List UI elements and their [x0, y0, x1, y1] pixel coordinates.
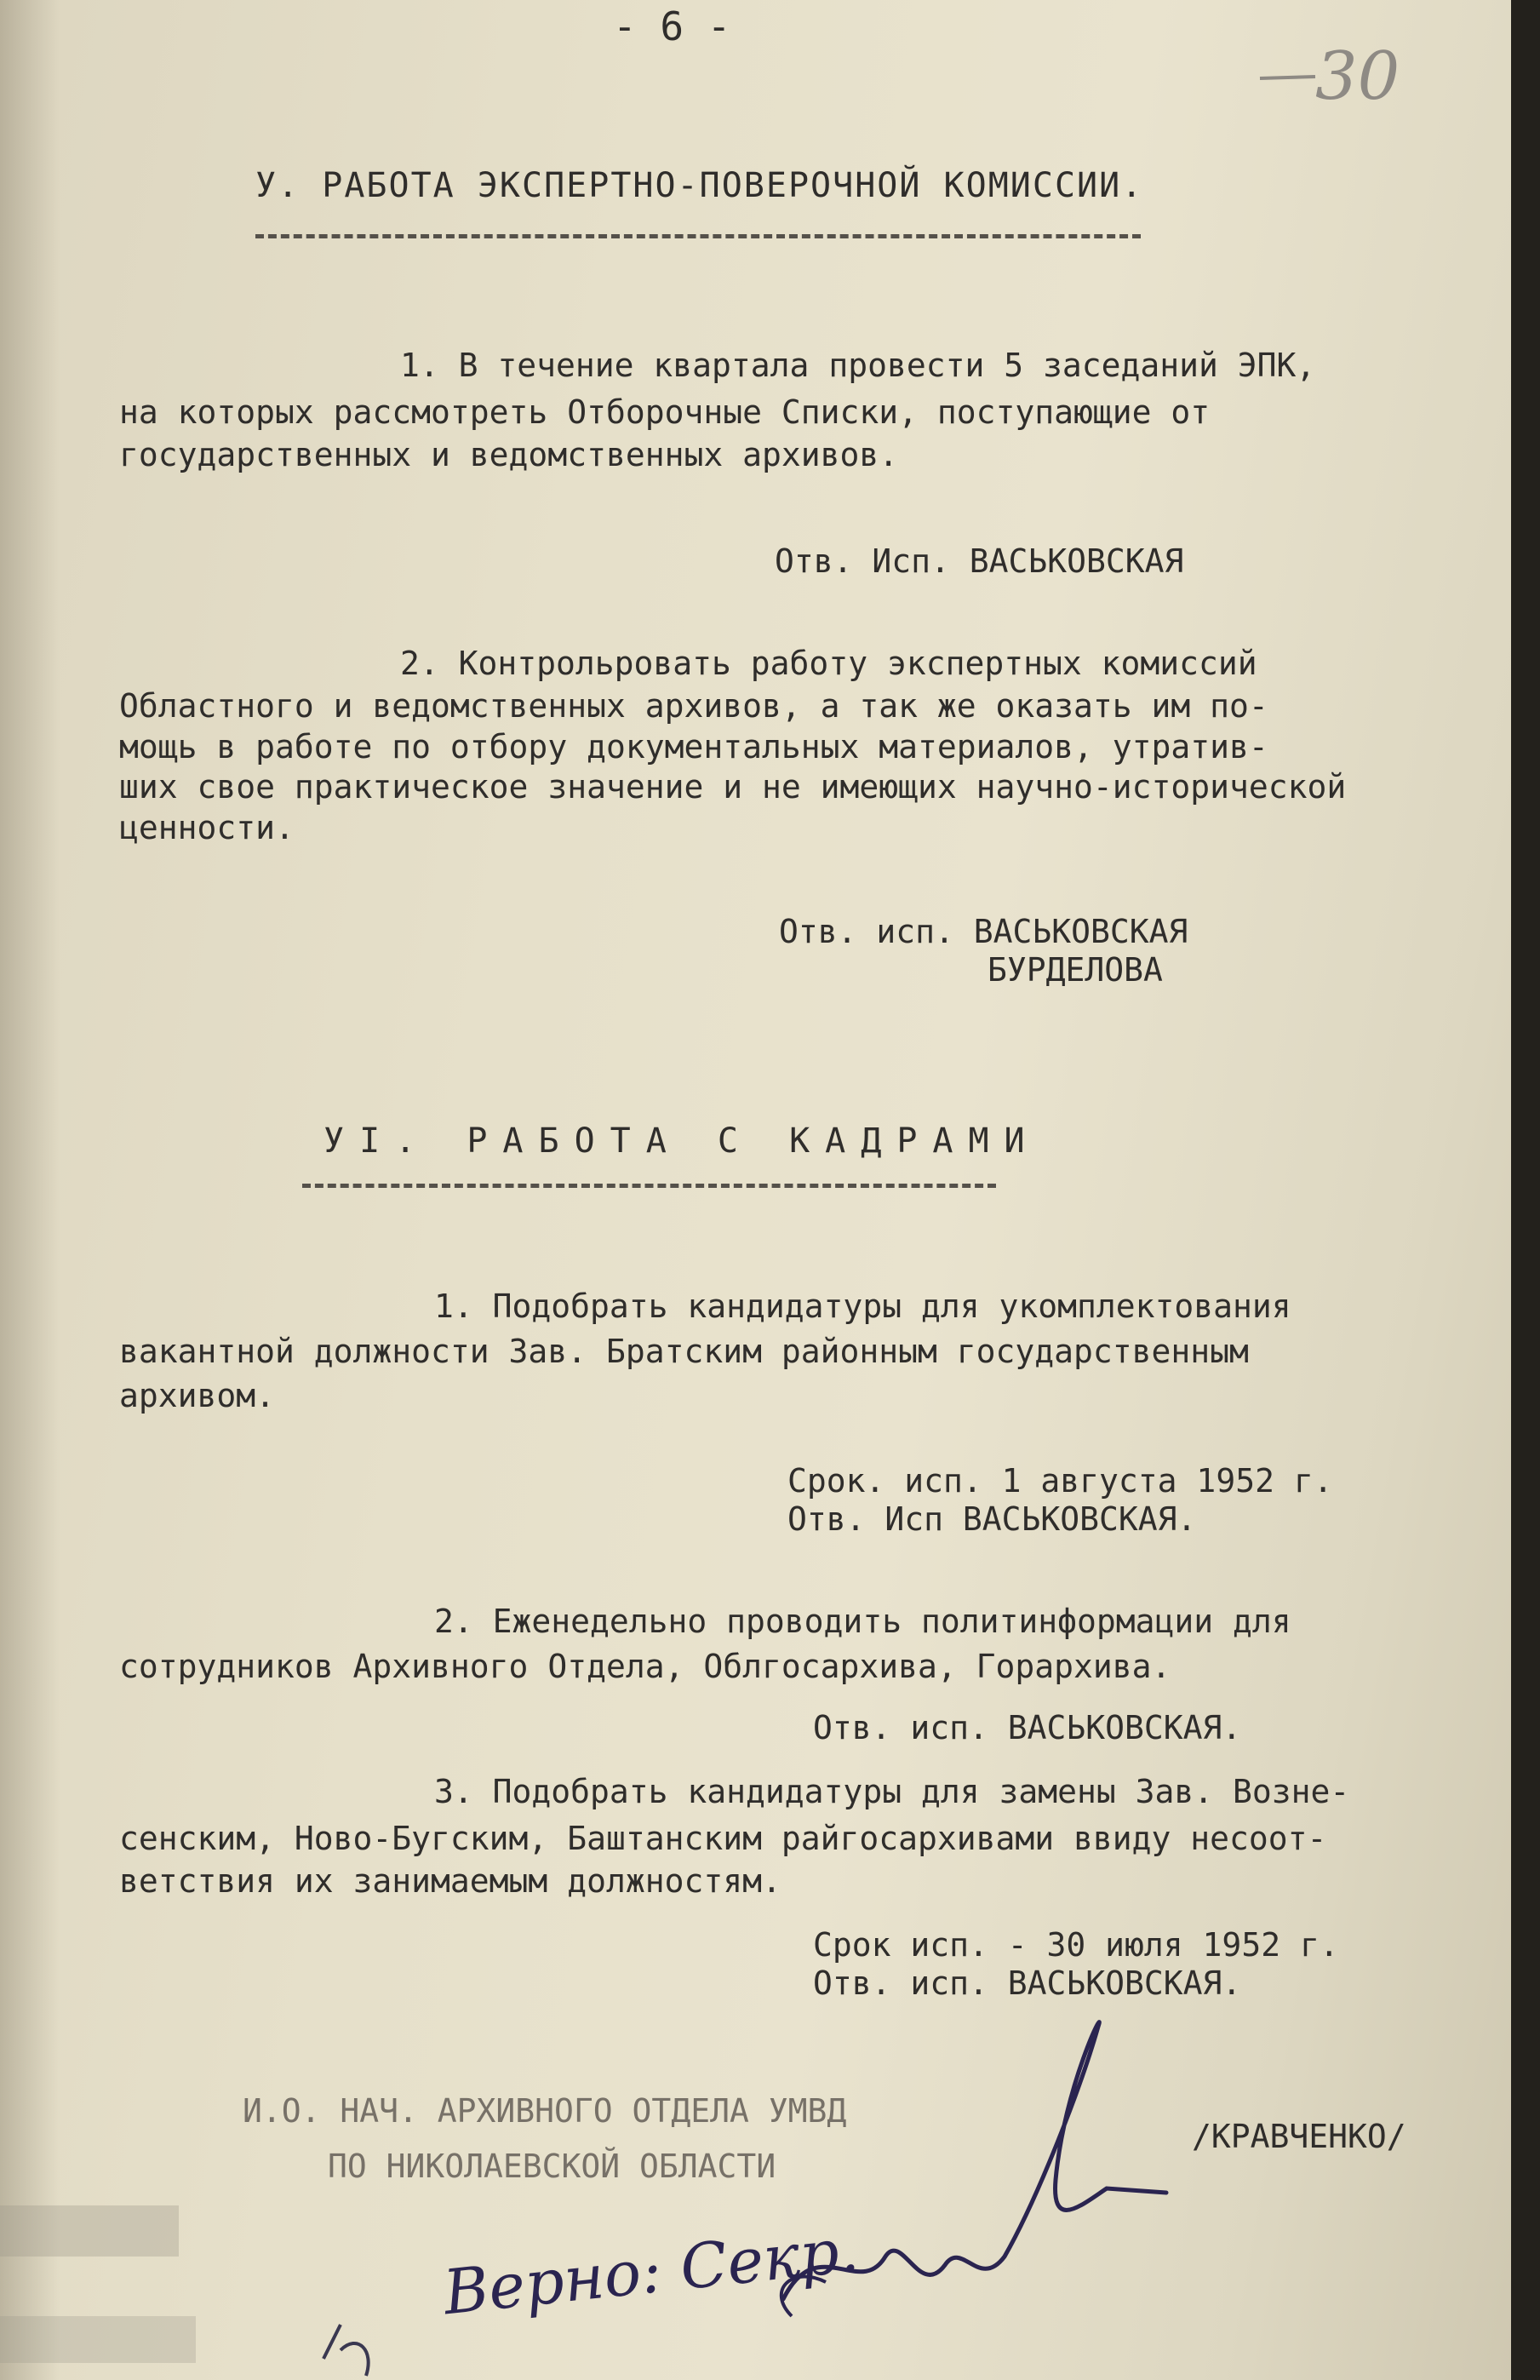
s6-item3-responsible: Отв. исп. ВАСЬКОВСКАЯ.	[813, 1964, 1242, 2002]
page-number: - 6 -	[613, 3, 731, 49]
s6-item2-line2: сотрудников Архивного Отдела, Облгосархива, Горархива.	[119, 1648, 1171, 1685]
s5-item1-line2: на которых рассмотреть Отборочные Списки, поступающие от	[119, 393, 1211, 431]
corner-page-number: 30	[1315, 38, 1400, 115]
s5-item1-line1: 1. В течение квартала провести 5 заседаний ЭПК,	[400, 347, 1316, 384]
s6-item2-responsible: Отв. исп. ВАСЬКОВСКАЯ.	[813, 1709, 1242, 1746]
s6-item3-line1: 3. Подобрать кандидатуры для замены Зав. Возне-	[434, 1773, 1350, 1810]
section-5-heading: У. РАБОТА ЭКСПЕРТНО-ПОВЕРОЧНОЙ КОМИССИИ.	[255, 166, 1144, 205]
s5-item2-line4: ших свое практическое значение и не имеющих научно-исторической	[119, 768, 1347, 806]
signatory-position-2: ПО НИКОЛАЕВСКОЙ ОБЛАСТИ	[328, 2148, 776, 2185]
s5-item1-line3: государственных и ведомственных архивов.	[119, 436, 899, 473]
page-edge-background	[1511, 0, 1540, 2380]
s5-item2-line1: 2. Контрольровать работу экспертных комиссий	[400, 645, 1257, 682]
s6-item1-responsible: Отв. Исп ВАСЬКОВСКАЯ.	[787, 1500, 1197, 1538]
s6-item1-line2: вакантной должности Зав. Братским районным государственным	[119, 1333, 1249, 1370]
s6-item3-line3: ветствия их занимаемым должностям.	[119, 1862, 781, 1900]
s5-item2-responsible-1: Отв. исп. ВАСЬКОВСКАЯ	[779, 913, 1188, 950]
s5-item2-responsible-2: БУРДЕЛОВА	[988, 951, 1163, 989]
handwritten-note: Верно: Секр.	[439, 2213, 862, 2329]
s6-item1-deadline: Срок. исп. 1 августа 1952 г.	[787, 1462, 1333, 1500]
s6-item2-line1: 2. Еженедельно проводить политинформации для	[434, 1603, 1291, 1640]
s5-item2-line5: ценности.	[119, 809, 295, 846]
s5-item2-line2: Областного и ведомственных архивов, а так же оказать им по-	[119, 687, 1268, 725]
section-6-heading: УI. РАБОТА С КАДРАМИ	[323, 1121, 1040, 1161]
s6-item1-line1: 1. Подобрать кандидатуры для укомплектования	[434, 1287, 1291, 1325]
signatory-position-1: И.О. НАЧ. АРХИВНОГО ОТДЕЛА УМВД	[243, 2092, 847, 2130]
s6-item3-line2: сенским, Ново-Бугским, Баштанским райгосархивами ввиду несоот-	[119, 1820, 1327, 1857]
s5-item1-responsible: Отв. Исп. ВАСЬКОВСКАЯ	[775, 542, 1184, 580]
s5-item2-line3: мощь в работе по отбору документальных материалов, утратив-	[119, 728, 1268, 766]
s6-item3-deadline: Срок исп. - 30 июля 1952 г.	[813, 1926, 1339, 1964]
s6-item1-line3: архивом.	[119, 1377, 276, 1414]
signatory-name: /КРАВЧЕНКО/	[1192, 2118, 1406, 2155]
